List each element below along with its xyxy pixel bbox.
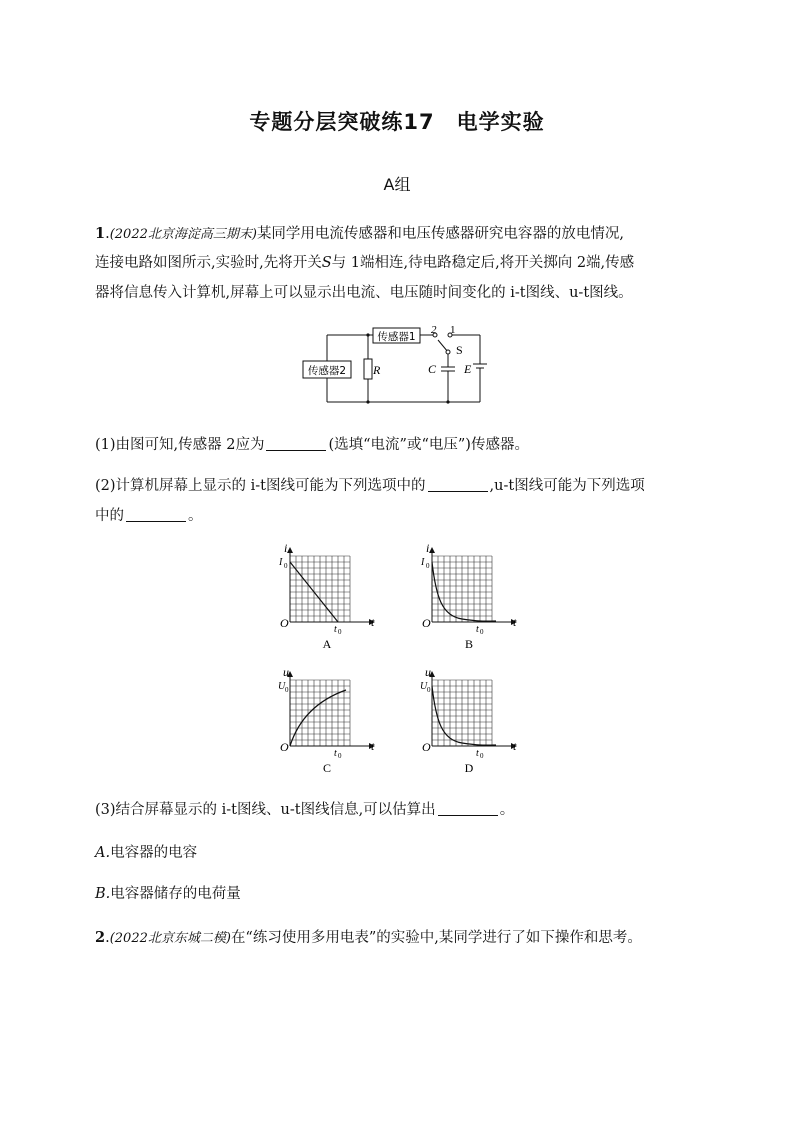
svg-text:O: O (422, 616, 431, 630)
svg-text:0: 0 (285, 686, 289, 694)
q1-sub1: (1)由图可知,传感器 2应为 (选填“电流”或“电压”)传感器。 (95, 437, 529, 453)
circuit-diagram (300, 326, 495, 406)
svg-text:t: t (513, 739, 517, 753)
svg-text:0: 0 (284, 562, 288, 570)
graph-B (420, 542, 517, 651)
svg-text:t: t (334, 748, 337, 759)
graph-A (278, 542, 375, 651)
answer-blank (126, 507, 186, 522)
svg-text:t: t (513, 615, 517, 629)
q1-line3: 器将信息传入计算机,屏幕上可以显示出电流、电压随时间变化的 i-t图线、u-t图线。 (95, 285, 633, 301)
svg-text:0: 0 (427, 686, 431, 694)
graph-C-label: C (322, 761, 332, 775)
q2-number: 2 (95, 929, 106, 946)
svg-text:t: t (476, 624, 479, 635)
resistor-label: R (373, 363, 381, 377)
q2-line1: 2.(2022北京东城二模)在“练习使用多用电表”的实验中,某同学进行了如下操作和思考。 (95, 929, 642, 946)
option-A: A.电容器的电容 (95, 845, 198, 861)
capacitor-label: C (428, 362, 437, 376)
svg-text:0: 0 (480, 752, 484, 760)
svg-text:U: U (420, 681, 428, 692)
svg-text:0: 0 (480, 628, 484, 636)
graph-D (420, 665, 517, 775)
svg-text:I: I (279, 557, 283, 568)
switch-label: S (456, 343, 463, 357)
sensor1-label: 传感器1 (377, 331, 416, 343)
sensor2-label: 传感器2 (307, 365, 347, 377)
svg-text:u: u (283, 665, 289, 679)
q1-text-1: 某同学用电流传感器和电压传感器研究电容器的放电情况, (256, 226, 625, 242)
svg-text:0: 0 (426, 562, 430, 570)
terminal-2-label: 2 (431, 326, 437, 336)
q2-text: 在“练习使用多用电表”的实验中,某同学进行了如下操作和思考。 (230, 930, 642, 946)
svg-text:t: t (334, 624, 337, 635)
q1-line1: 1.(2022北京海淀高三期末)某同学用电流传感器和电压传感器研究电容器的放电情况, (95, 225, 625, 242)
q1-source: (2022北京海淀高三期末) (109, 227, 257, 242)
graph-D-label: D (464, 761, 474, 775)
q1-sub3: (3)结合屏幕显示的 i-t图线、u-t图线信息,可以估算出 。 (95, 802, 515, 818)
svg-text:i: i (284, 542, 288, 555)
svg-text:0: 0 (338, 752, 342, 760)
svg-text:I: I (421, 557, 425, 568)
q2-source: (2022北京东城二模) (109, 931, 231, 946)
q1-sub2-line2: 中的 。 (95, 508, 203, 524)
page-title: 专题分层突破练17 电学实验 (249, 110, 545, 134)
graph-B-label: B (464, 637, 474, 651)
svg-text:t: t (371, 615, 375, 629)
svg-text:O: O (422, 740, 431, 754)
answer-blank (428, 477, 488, 492)
svg-text:O: O (280, 740, 289, 754)
q1-sub2-line1: (2)计算机屏幕上显示的 i-t图线可能为下列选项中的 ,u-t图线可能为下列选项 (95, 478, 645, 494)
q1-line2: 连接电路如图所示,实验时,先将开关S与 1端相连,待电路稳定后,将开关掷向 2端,传感 (95, 255, 635, 271)
terminal-1-label: 1 (450, 326, 456, 336)
svg-text:i: i (426, 542, 430, 555)
svg-text:U: U (278, 681, 286, 692)
answer-blank (266, 436, 326, 451)
answer-blank (438, 801, 498, 816)
q1-number: 1 (95, 225, 106, 242)
graph-A-label: A (322, 637, 332, 651)
svg-text:O: O (280, 616, 289, 630)
option-B: B.电容器储存的电荷量 (95, 886, 241, 902)
svg-text:u: u (425, 665, 431, 679)
svg-text:t: t (371, 739, 375, 753)
battery-label: E (464, 362, 472, 376)
graph-options (270, 542, 530, 776)
group-heading: A组 (383, 175, 411, 194)
svg-text:t: t (476, 748, 479, 759)
graph-C (278, 665, 375, 775)
svg-text:0: 0 (338, 628, 342, 636)
